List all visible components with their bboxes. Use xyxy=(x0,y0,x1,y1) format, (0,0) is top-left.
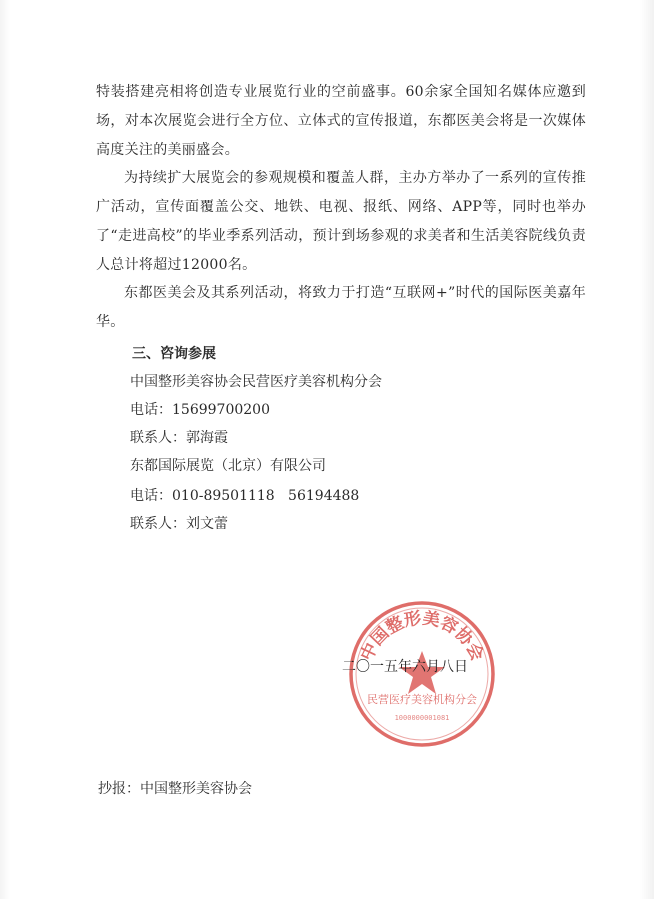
paragraph-media: 特装搭建亮相将创造专业展览行业的空前盛事。60余家全国知名媒体应邀到场，对本次展览会进行全方位、立体式的宣传报道，东都医美会将是一次媒体高度关注的美丽盛会。 xyxy=(96,84,586,158)
contact-person-2: 联系人：刘文蕾 xyxy=(130,516,228,532)
contact-phone-1: 电话：15699700200 xyxy=(130,402,270,418)
seal-serial: 1000000001081 xyxy=(394,714,450,722)
issue-date: 二〇一五年六月八日 xyxy=(342,659,468,675)
paragraph-promotion: 为持续扩大展览会的参观规模和覆盖人群，主办方举办了一系列的宣传推广活动，宣传面覆盖公交、地铁、电视、报纸、网络、APP等，同时也举办了“走进高校”的毕业季系列活动，预计到场参观的求美者和生活美容院线负责人总计将超过12000名。 xyxy=(96,170,586,273)
seal-top-text: 中国整形美容协会 xyxy=(356,608,488,664)
contact-phone-2: 电话：010-89501118 56194488 xyxy=(130,488,360,504)
seal-bottom-text: 民营医疗美容机构分会 xyxy=(367,693,477,706)
contact-person-1: 联系人：郭海霞 xyxy=(130,430,228,446)
contact-org-2: 东都国际展览（北京）有限公司 xyxy=(130,458,326,474)
paragraph-goal: 东都医美会及其系列活动，将致力于打造“互联网+”时代的国际医美嘉年华。 xyxy=(96,285,586,330)
section-heading-consult: 三、咨询参展 xyxy=(132,346,216,362)
contact-org-1: 中国整形美容协会民营医疗美容机构分会 xyxy=(130,374,382,390)
cc-line: 抄报：中国整形美容协会 xyxy=(98,781,252,797)
